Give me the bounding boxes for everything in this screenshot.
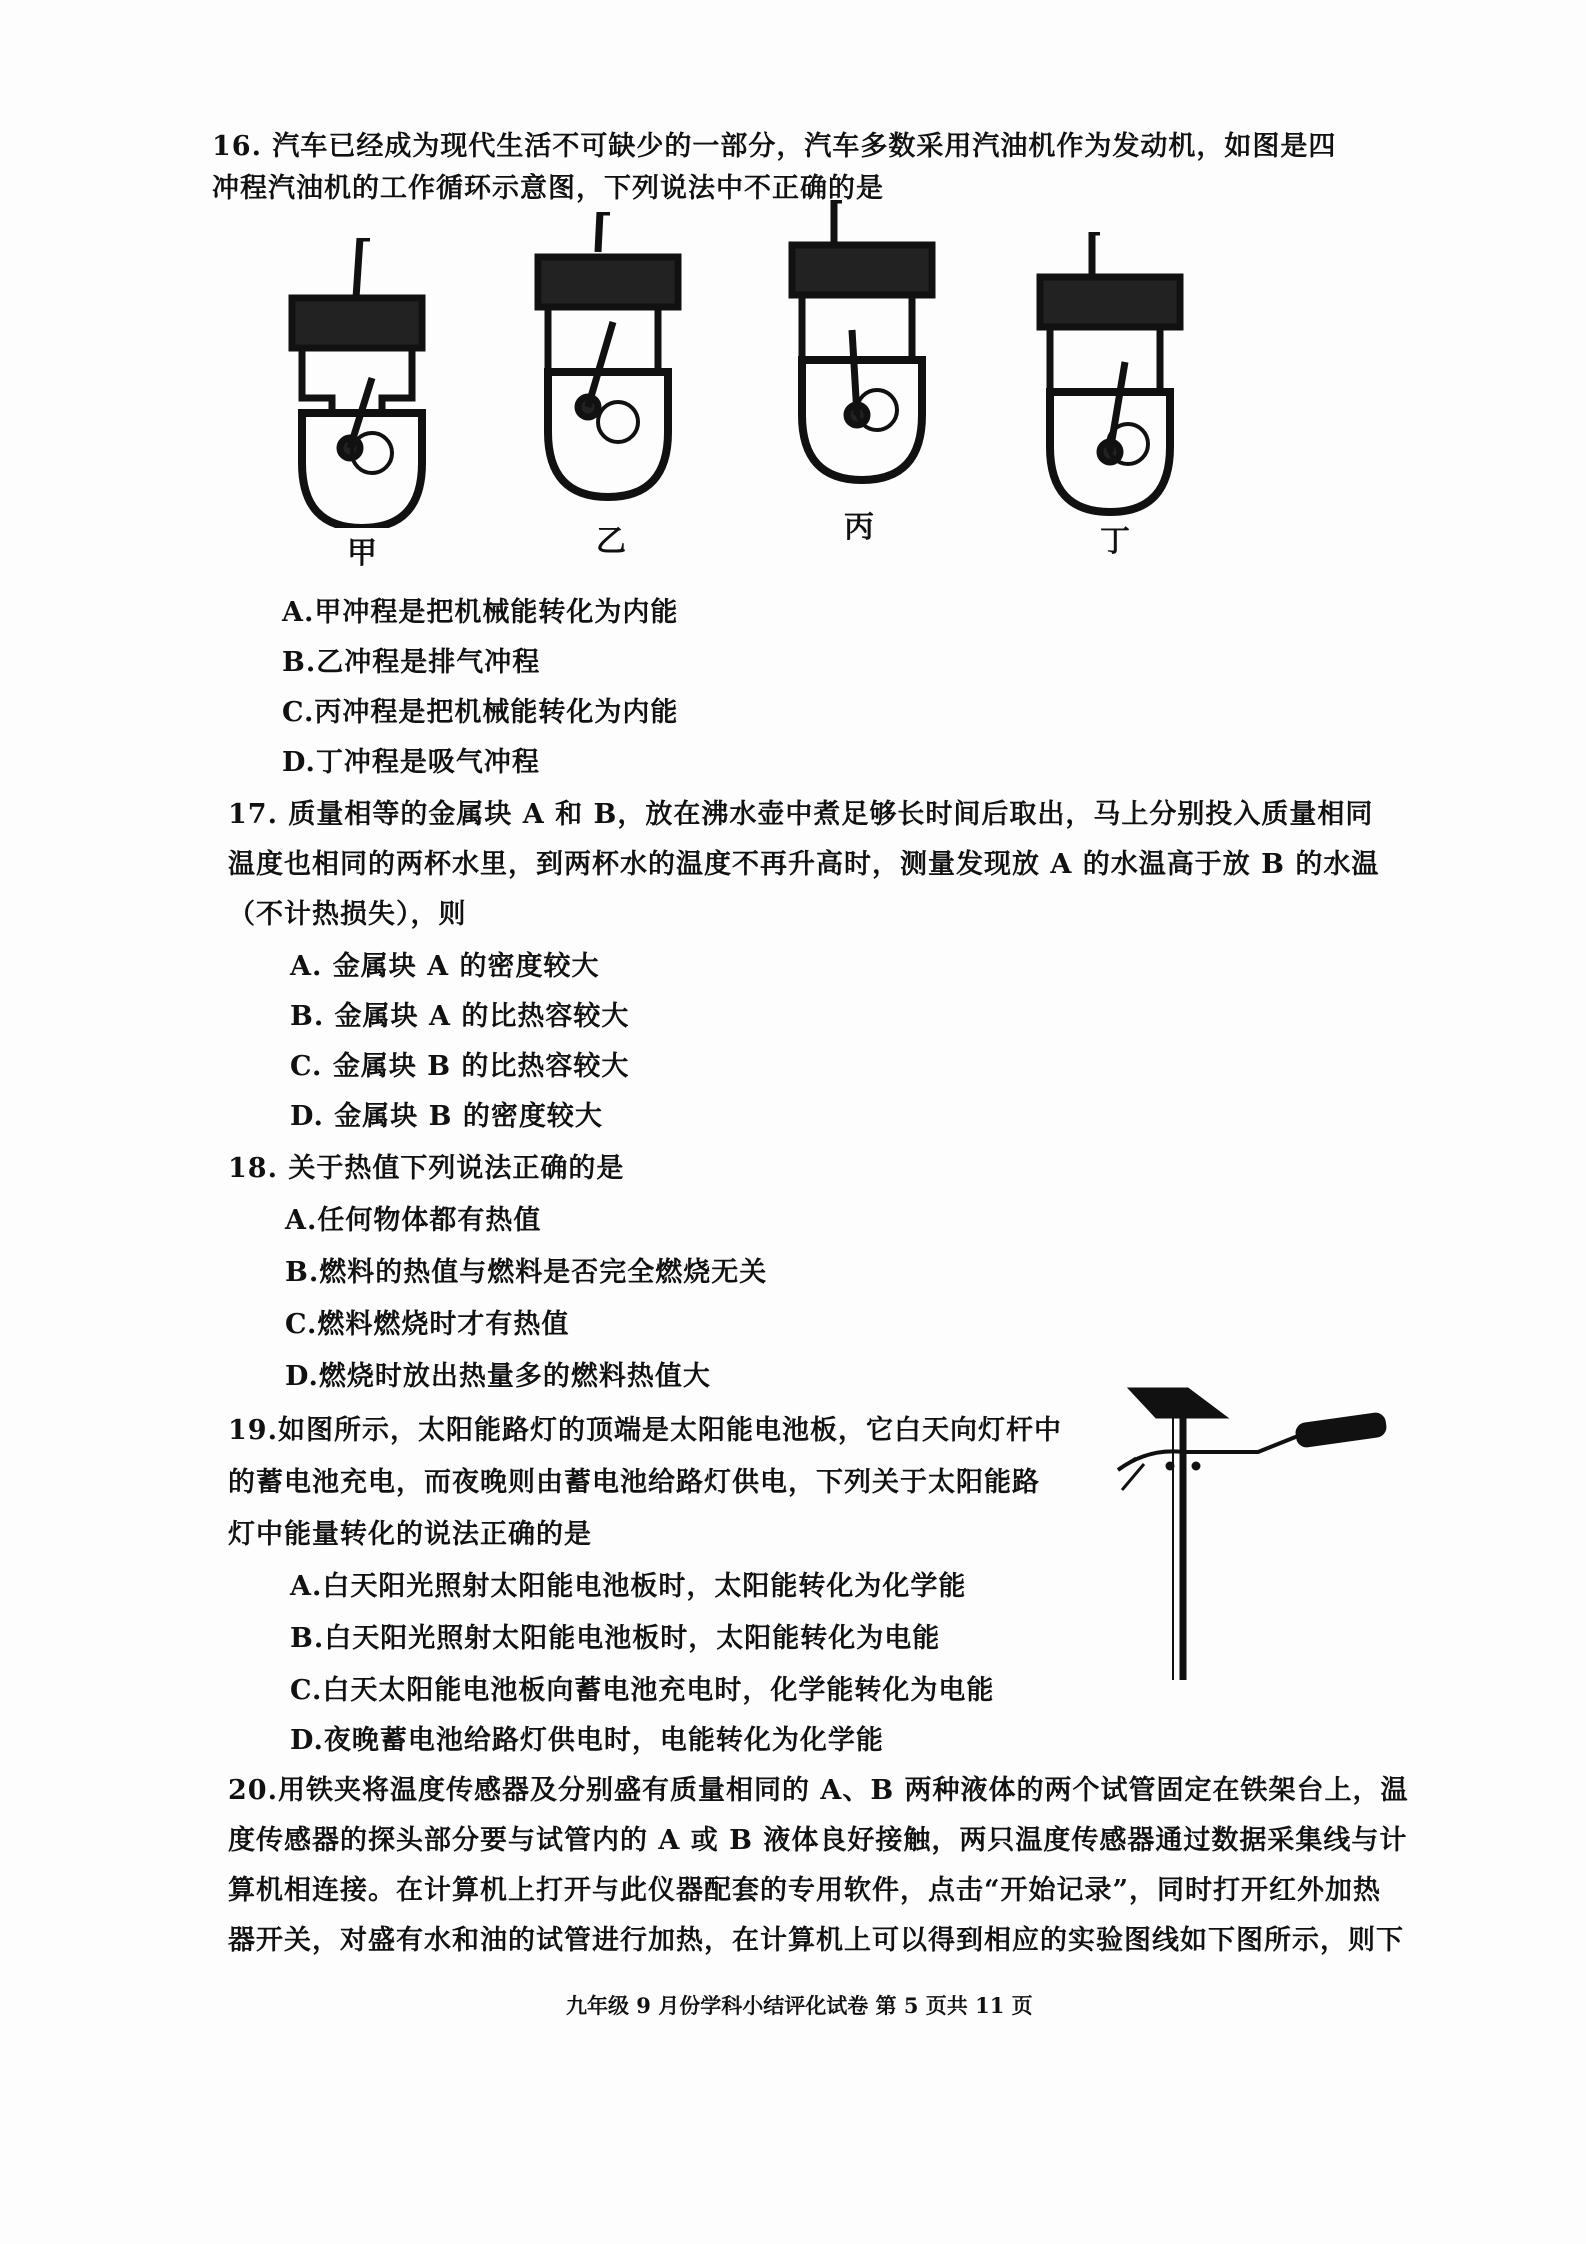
engine-diagram-bing	[782, 200, 942, 490]
q18-option-a: A.任何物体都有热值	[285, 1205, 542, 1236]
q17-stem-line3: （不计热损失），则	[228, 899, 467, 930]
q19-option-b: B.白天阳光照射太阳能电池板时，太阳能转化为电能	[290, 1623, 941, 1654]
q20-line4: 器开关，对盛有水和油的试管进行加热，在计算机上可以得到相应的实验图线如下图所示，则下	[228, 1925, 1404, 1956]
q18-stem: 18. 关于热值下列说法正确的是	[228, 1153, 625, 1184]
q19-stem-line2: 的蓄电池充电，而夜晚则由蓄电池给路灯供电，下列关于太阳能路	[228, 1467, 1040, 1498]
figure-label-jia: 甲	[347, 536, 377, 571]
engine-diagram-jia	[282, 238, 442, 528]
page-footer: 九年级 9 月份学科小结评化试卷 第 5 页共 11 页	[566, 1993, 1033, 2018]
q18-option-b: B.燃料的热值与燃料是否完全燃烧无关	[285, 1257, 768, 1288]
q20-line1: 20.用铁夹将温度传感器及分别盛有质量相同的 A、B 两种液体的两个试管固定在铁架台上，温	[228, 1775, 1409, 1806]
q17-option-d: D. 金属块 B 的密度较大	[290, 1101, 603, 1132]
q16-option-b: B.乙冲程是排气冲程	[282, 647, 541, 678]
q17-option-c: C. 金属块 B 的比热容较大	[290, 1051, 630, 1082]
engine-diagram-yi	[528, 212, 688, 502]
q19-option-c: C.白天太阳能电池板向蓄电池充电时，化学能转化为电能	[290, 1675, 995, 1706]
figure-label-yi: 乙	[596, 524, 626, 559]
q16-option-d: D.丁冲程是吸气冲程	[282, 747, 540, 778]
q16-stem-line2: 冲程汽油机的工作循环示意图，下列说法中不正确的是	[212, 173, 884, 204]
q18-option-c: C.燃料燃烧时才有热值	[285, 1309, 570, 1340]
q16-option-c: C.丙冲程是把机械能转化为内能	[282, 697, 679, 728]
solar-street-lamp-figure	[1108, 1380, 1398, 1700]
q17-option-a: A. 金属块 A 的密度较大	[290, 951, 600, 982]
figure-label-ding: 丁	[1100, 524, 1130, 559]
q19-option-a: A.白天阳光照射太阳能电池板时，太阳能转化为化学能	[290, 1571, 967, 1602]
q17-option-b: B. 金属块 A 的比热容较大	[290, 1001, 630, 1032]
q17-stem-line1: 17. 质量相等的金属块 A 和 B，放在沸水壶中煮足够长时间后取出，马上分别投入质量相同	[228, 799, 1374, 830]
q16-stem-line1: 16. 汽车已经成为现代生活不可缺少的一部分，汽车多数采用汽油机作为发动机，如图是四	[212, 131, 1337, 162]
q19-option-d: D.夜晚蓄电池给路灯供电时，电能转化为化学能	[290, 1725, 884, 1756]
q17-stem-line2: 温度也相同的两杯水里，到两杯水的温度不再升高时，测量发现放 A 的水温高于放 B 的水温	[228, 849, 1380, 880]
figure-label-bing: 丙	[844, 510, 874, 545]
q19-stem-line3: 灯中能量转化的说法正确的是	[228, 1519, 592, 1550]
q20-line3: 算机相连接。在计算机上打开与此仪器配套的专用软件，点击“开始记录”，同时打开红外加热	[228, 1875, 1382, 1906]
q18-option-d: D.燃烧时放出热量多的燃料热值大	[285, 1361, 711, 1392]
q19-stem-line1: 19.如图所示，太阳能路灯的顶端是太阳能电池板，它白天向灯杆中	[228, 1415, 1062, 1446]
q20-line2: 度传感器的探头部分要与试管内的 A 或 B 液体良好接触，两只温度传感器通过数据采集线与计	[228, 1825, 1408, 1856]
q16-option-a: A.甲冲程是把机械能转化为内能	[282, 597, 679, 628]
engine-diagram-ding	[1030, 232, 1190, 522]
